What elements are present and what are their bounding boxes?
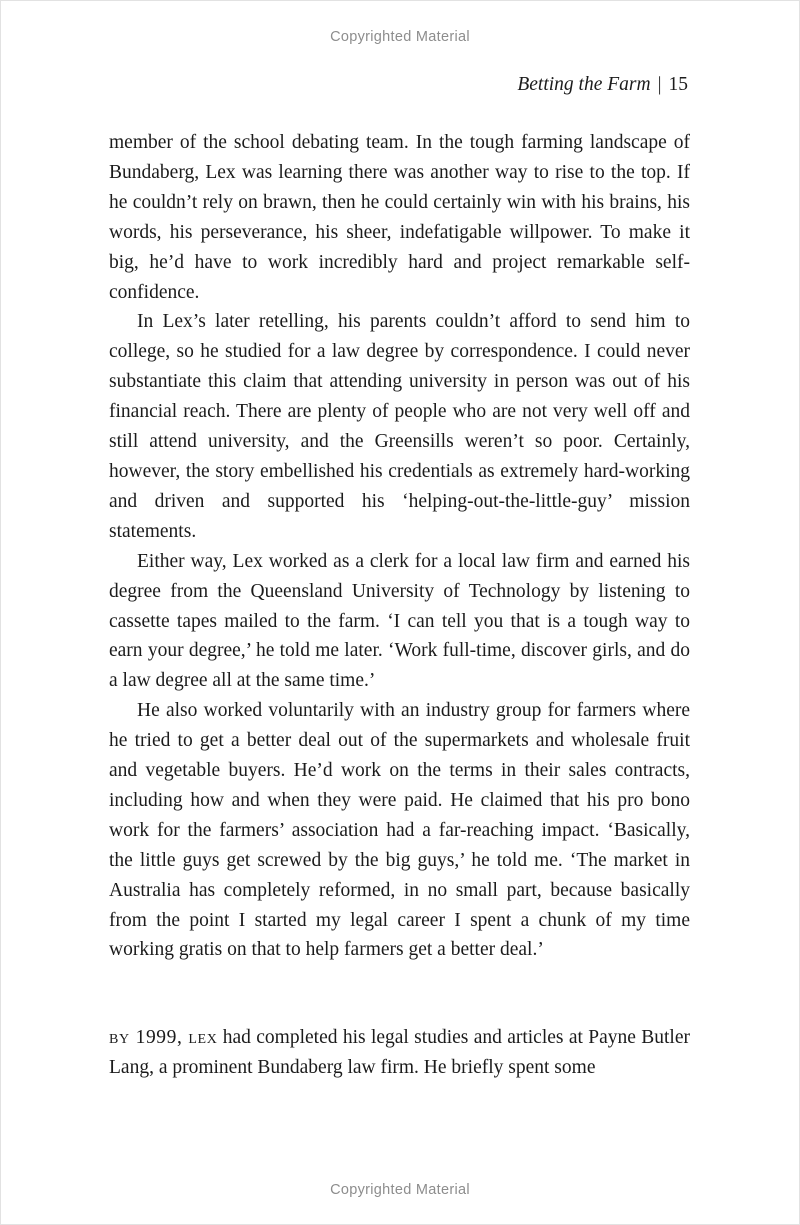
running-head [109, 74, 688, 96]
running-head-title: Betting the Farm [517, 74, 651, 95]
paragraph: He also worked voluntarily with an industry group for farmers where he tried to get a better deal out of the supermarkets and wholesale fruit and vegetable buyers. He’d work on the terms in their sales contracts, including how and when they were paid. He claimed that his pro bono work for the farmers’ association had a far-reaching impact. ‘Basically, the little guys get screwed by the big guys,’ he told me. ‘The market in Australia has completely reformed, in no small part, because basically from the point I started my legal career I spent a chunk of my time working gratis on that to help farmers get a better deal.’ [109, 700, 690, 961]
paragraph: In Lex’s later retelling, his parents couldn’t afford to send him to college, so he studied for a law degree by correspondence. I could never substantiate this claim that attending university in person was out of his financial reach. There are plenty of people who are not very well off and still attend university, and the Greensills weren’t so poor. Certainly, however, the story embellished his credentials as extremely hard-working and driven and supported his ‘helping-out-the-little-guy’ mission statements. [109, 311, 690, 542]
smallcaps-lead: by 1999, lex [109, 1027, 218, 1049]
header-separator: | [657, 74, 662, 95]
page-body [109, 128, 690, 1083]
page-number: 15 [668, 74, 688, 95]
copyright-notice-top: Copyrighted Material [330, 29, 470, 45]
copyright-notice-bottom: Copyrighted Material [330, 1182, 470, 1198]
paragraph: by 1999, lex had completed his legal studies and articles at Payne Butler Lang, a prominent Bundaberg law firm. He briefly spent some [109, 1027, 690, 1079]
paragraph: Either way, Lex worked as a clerk for a local law firm and earned his degree from the Queensland University of Technology by listening to cassette tapes mailed to the farm. ‘I can tell you that is a tough way to earn your degree,’ he told me later. ‘Work full-time, discover girls, and do a law degree all at the same time.’ [109, 550, 690, 692]
paragraph: member of the school debating team. In the tough farming landscape of Bundaberg, Lex was learning there was another way to rise to the top. If he couldn’t rely on brawn, then he could certainly win with his brains, his words, his perseverance, his sheer, indefatigable willpower. To make it big, he’d have to work incredibly hard and project remarkable self-confidence. [109, 132, 690, 303]
